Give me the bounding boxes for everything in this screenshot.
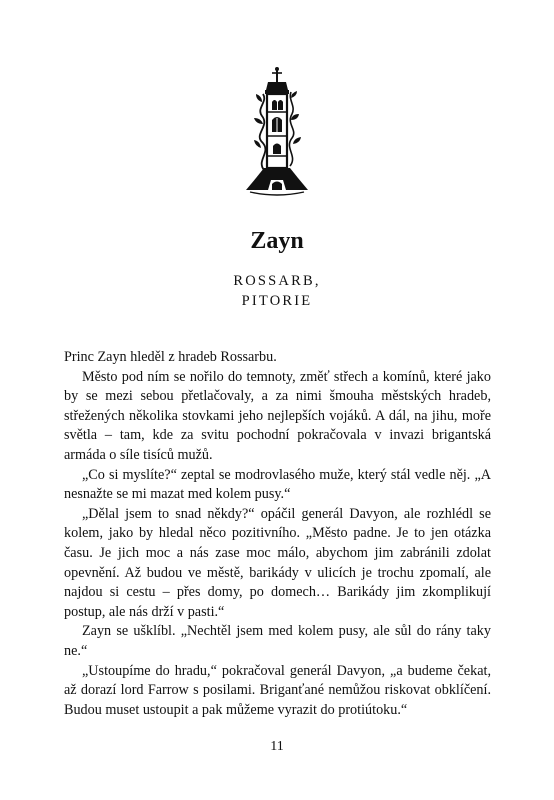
chapter-title: Zayn — [250, 228, 304, 254]
chapter-location — [0, 271, 554, 311]
page-number: 11 — [270, 739, 284, 754]
paragraph: Město pod ním se nořilo do temnoty, změť střech a komínů, které jako by se mezi sebou přetlačovaly, a za nimi šmouha městských hradeb, střežených několika stovkami jeho nejlepších vojáků. A dál, na jihu, moře světla – tam, kde za svitu pochodní pokračovala v invazi brigantská armáda o síle tisíců mužů. — [64, 368, 491, 463]
tower-with-vines-icon — [242, 66, 312, 200]
paragraph: „Ustoupíme do hradu,“ pokračoval generál Davyon, „a budeme čekat, až dorazí lord Farrow s posilami. Briganťané nemůžou riskovat obklíčení. Budou muset ustoupit a pak můžeme vyrazit do protiútoku.“ — [64, 662, 491, 718]
body-text — [64, 348, 491, 720]
location-line-city: ROSSARB, — [233, 273, 321, 289]
location-line-country: PITORIE — [241, 293, 313, 309]
paragraph: Zayn se ušklíbl. „Nechtěl jsem med kolem pusy, ale sůl do rány taky ne.“ — [64, 623, 491, 659]
paragraph: „Dělal jsem to snad někdy?“ opáčil generál Davyon, ale rozhlédl se kolem, jako by hledal něco pozitivního. „Město padne. Je to jen otázka času. Je jich moc a nás zase moc málo, abychom jim zabránili zdolat opevnění. Až budou ve městě, barikády v ulicích je trochu zpomalí, ale najdou si cestu – přes domy, po domech… Barikády jim zkomplikují postup, ale nás drží v pasti.“ — [64, 505, 491, 620]
paragraph: Princ Zayn hleděl z hradeb Rossarbu. — [64, 349, 277, 365]
paragraph: „Co si myslíte?“ zeptal se modrovlasého muže, který stál vedle něj. „A nesnažte se mi mazat med kolem pusy.“ — [64, 466, 491, 503]
